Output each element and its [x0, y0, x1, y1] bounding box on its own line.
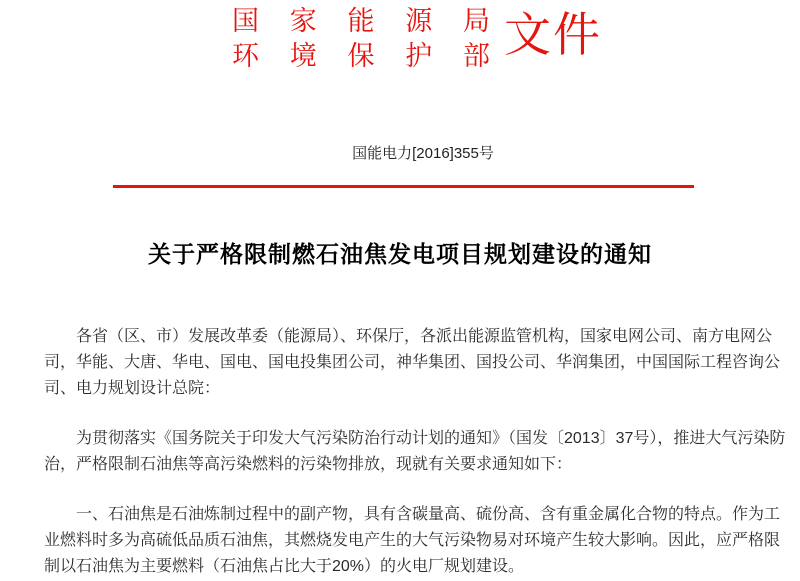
- agency-line-1: 国家能源局: [232, 6, 490, 36]
- document-number: 国能电力[2016]355号: [352, 145, 494, 162]
- paragraph-item-one: 一、石油焦是石油炼制过程中的副产物，具有含碳量高、硫份高、含有重金属化合物的特点。作为工业燃料时多为高硫低品质石油焦，其燃烧发电产生的大气污染物易对环境产生较大影响。因此，应严格限制以石油焦为主要燃料（石油焦占比大于20%）的火电厂规划建设。: [44, 506, 781, 575]
- letterhead-doc-type-label: 文件: [504, 10, 602, 62]
- paragraph-recipients: 各省（区、市）发展改革委（能源局）、环保厅，各派出能源监管机构，国家电网公司、南方电网公司，华能、大唐、华电、国电、国电投集团公司，神华集团、国投公司、华润集团，中国国际工程咨询公司、电力规划设计总院：: [44, 328, 781, 397]
- document-title: 关于严格限制燃石油焦发电项目规划建设的通知: [148, 242, 652, 267]
- letterhead-agency-names: [232, 4, 490, 74]
- agency-line-2: 环境保护部: [232, 41, 490, 71]
- letterhead-divider-line: [113, 185, 694, 188]
- document-body: [44, 324, 792, 581]
- paragraph-preamble: 为贯彻落实《国务院关于印发大气污染防治行动计划的通知》（国发〔2013〕37号），推进大气污染防治，严格限制石油焦等高污染燃料的污染物排放，现就有关要求通知如下：: [44, 430, 786, 473]
